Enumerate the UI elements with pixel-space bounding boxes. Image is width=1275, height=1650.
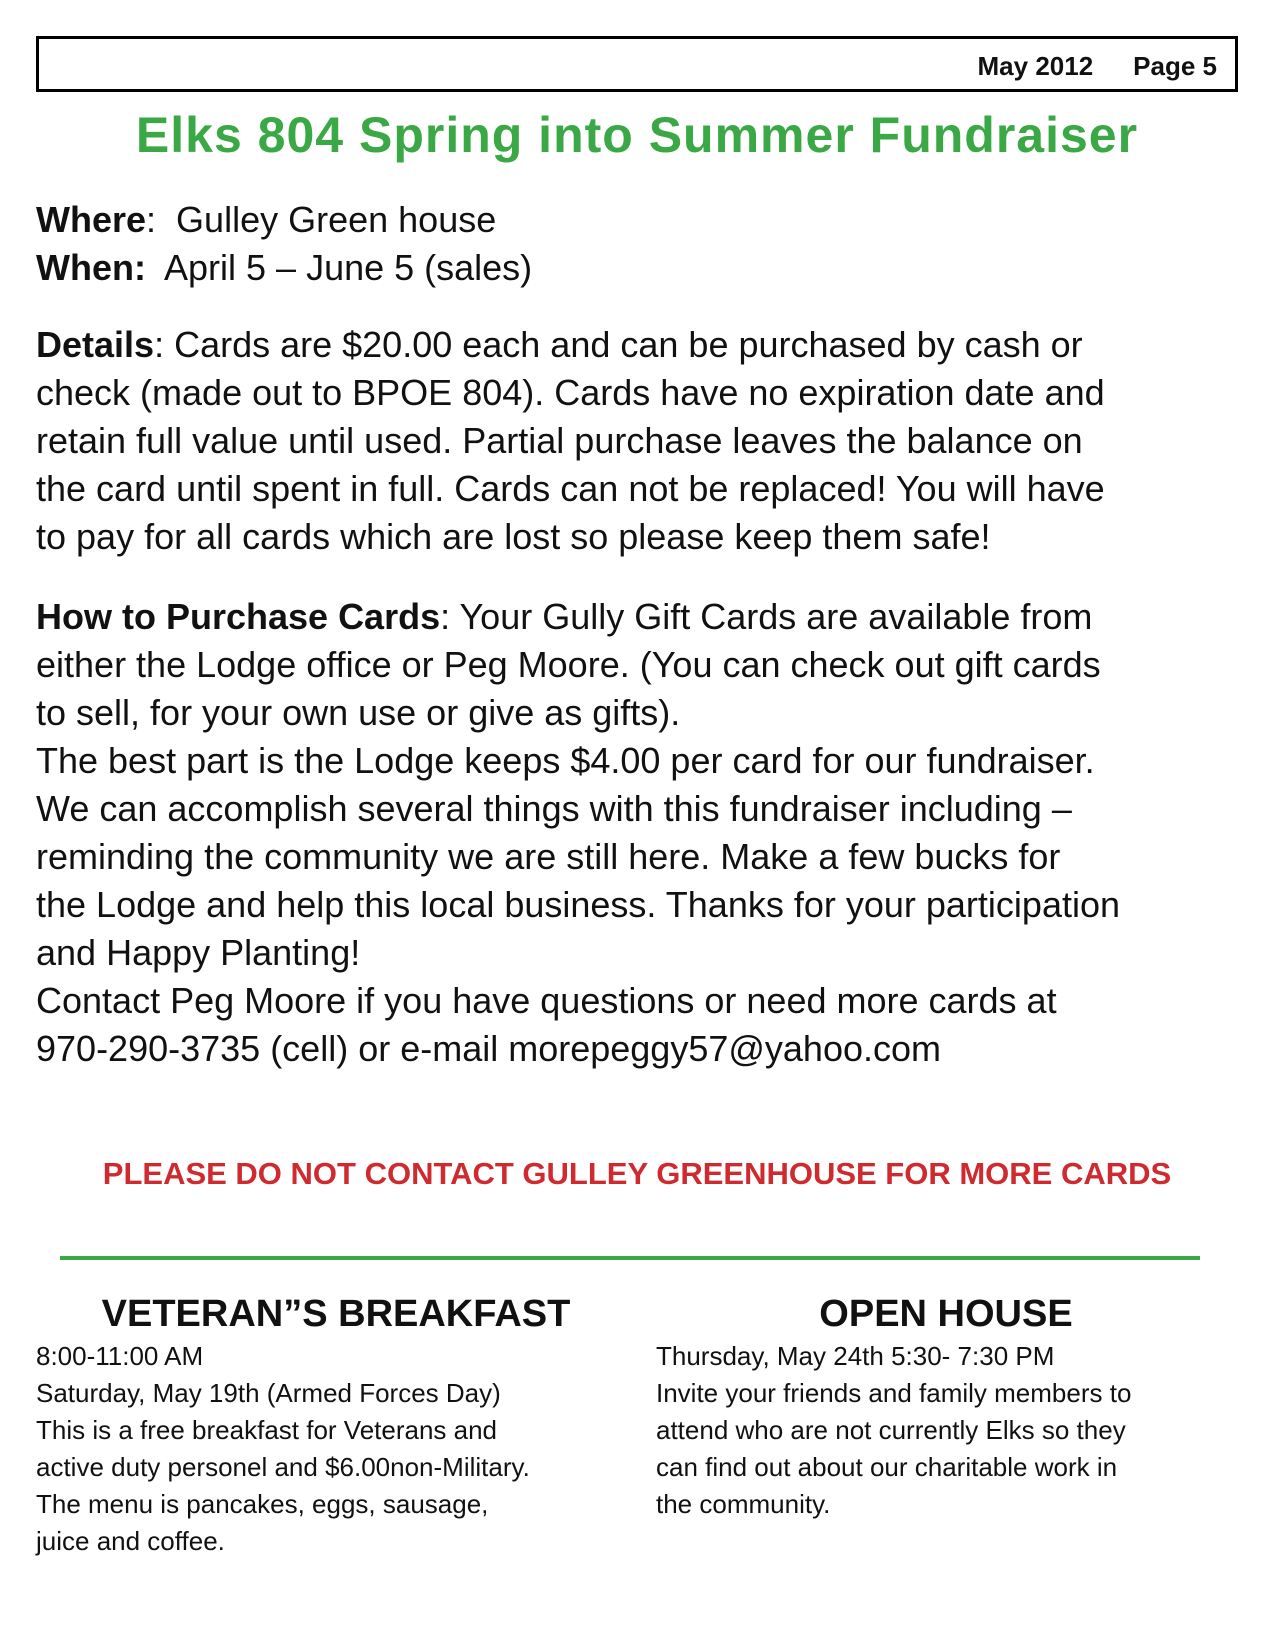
open-house-date: Thursday, May 24th 5:30- 7:30 PM	[656, 1341, 1055, 1371]
purchase-line: Contact Peg Moore if you have questions or need more cards at	[36, 980, 1057, 1021]
details-line: the card until spent in full. Cards can not be replaced! You will have	[36, 468, 1105, 509]
when-value: April 5 – June 5 (sales)	[164, 247, 533, 288]
where-value: Gulley Green house	[176, 199, 497, 240]
purchase-line: How to Purchase Cards: Your Gully Gift Cards are available from	[36, 596, 1093, 637]
details-label: Details	[36, 324, 155, 365]
purchase-line: reminding the community we are still here. Make a few bucks for	[36, 836, 1061, 877]
purchase-label: How to Purchase Cards	[36, 596, 441, 637]
where-line: Where: Gulley Green house	[36, 199, 497, 240]
where-label: Where	[36, 199, 147, 240]
details-line: retain full value until used. Partial purchase leaves the balance on	[36, 420, 1083, 461]
purchase-line: either the Lodge office or Peg Moore. (You can check out gift cards	[36, 644, 1101, 685]
purchase-line: and Happy Planting!	[36, 932, 361, 973]
details-line: Details: Cards are $20.00 each and can be purchased by cash or	[36, 324, 1083, 365]
warning-notice: PLEASE DO NOT CONTACT GULLEY GREENHOUSE FOR MORE CARDS	[102, 1156, 1172, 1191]
where-when-block	[36, 196, 1238, 292]
issue-date: May 2012	[977, 51, 1094, 81]
details-line: to pay for all cards which are lost so please keep them safe!	[36, 516, 991, 557]
section-divider	[60, 1256, 1200, 1260]
contact-line: 970-290-3735 (cell) or e-mail morepeggy57@yahoo.com	[36, 1028, 942, 1069]
open-house-title: OPEN HOUSE	[819, 1293, 1073, 1335]
breakfast-date: Saturday, May 19th (Armed Forces Day)	[36, 1378, 501, 1408]
when-line	[36, 244, 1238, 292]
breakfast-section	[36, 1290, 636, 1560]
breakfast-text: This is a free breakfast for Veterans and	[36, 1415, 498, 1445]
breakfast-time: 8:00-11:00 AM	[36, 1341, 204, 1371]
breakfast-text: active duty personel and $6.00non-Military.	[36, 1452, 530, 1482]
open-house-text: can find out about our charitable work in	[656, 1452, 1118, 1482]
purchase-paragraph	[36, 593, 1238, 1073]
details-line: check (made out to BPOE 804). Cards have no expiration date and	[36, 372, 1105, 413]
open-house-section	[656, 1290, 1236, 1523]
breakfast-text: juice and coffee.	[36, 1526, 225, 1556]
open-house-text: attend who are not currently Elks so they	[656, 1415, 1126, 1445]
purchase-line: We can accomplish several things with this fundraiser including –	[36, 788, 1072, 829]
header-text	[978, 51, 1217, 82]
purchase-line: The best part is the Lodge keeps $4.00 per card for our fundraiser.	[36, 740, 1095, 781]
details-paragraph	[36, 321, 1238, 561]
breakfast-title: VETERAN”S BREAKFAST	[101, 1293, 571, 1335]
when-label: When:	[36, 247, 146, 288]
page-number: Page 5	[1133, 51, 1217, 81]
purchase-line: to sell, for your own use or give as gifts).	[36, 692, 681, 733]
page-title: Elks 804 Spring into Summer Fundraiser	[135, 107, 1139, 163]
open-house-text: Invite your friends and family members to	[656, 1378, 1132, 1408]
breakfast-text: The menu is pancakes, eggs, sausage,	[36, 1489, 489, 1519]
page-header	[36, 36, 1238, 92]
open-house-text: the community.	[656, 1489, 831, 1519]
purchase-line: the Lodge and help this local business. Thanks for your participation	[36, 884, 1121, 925]
